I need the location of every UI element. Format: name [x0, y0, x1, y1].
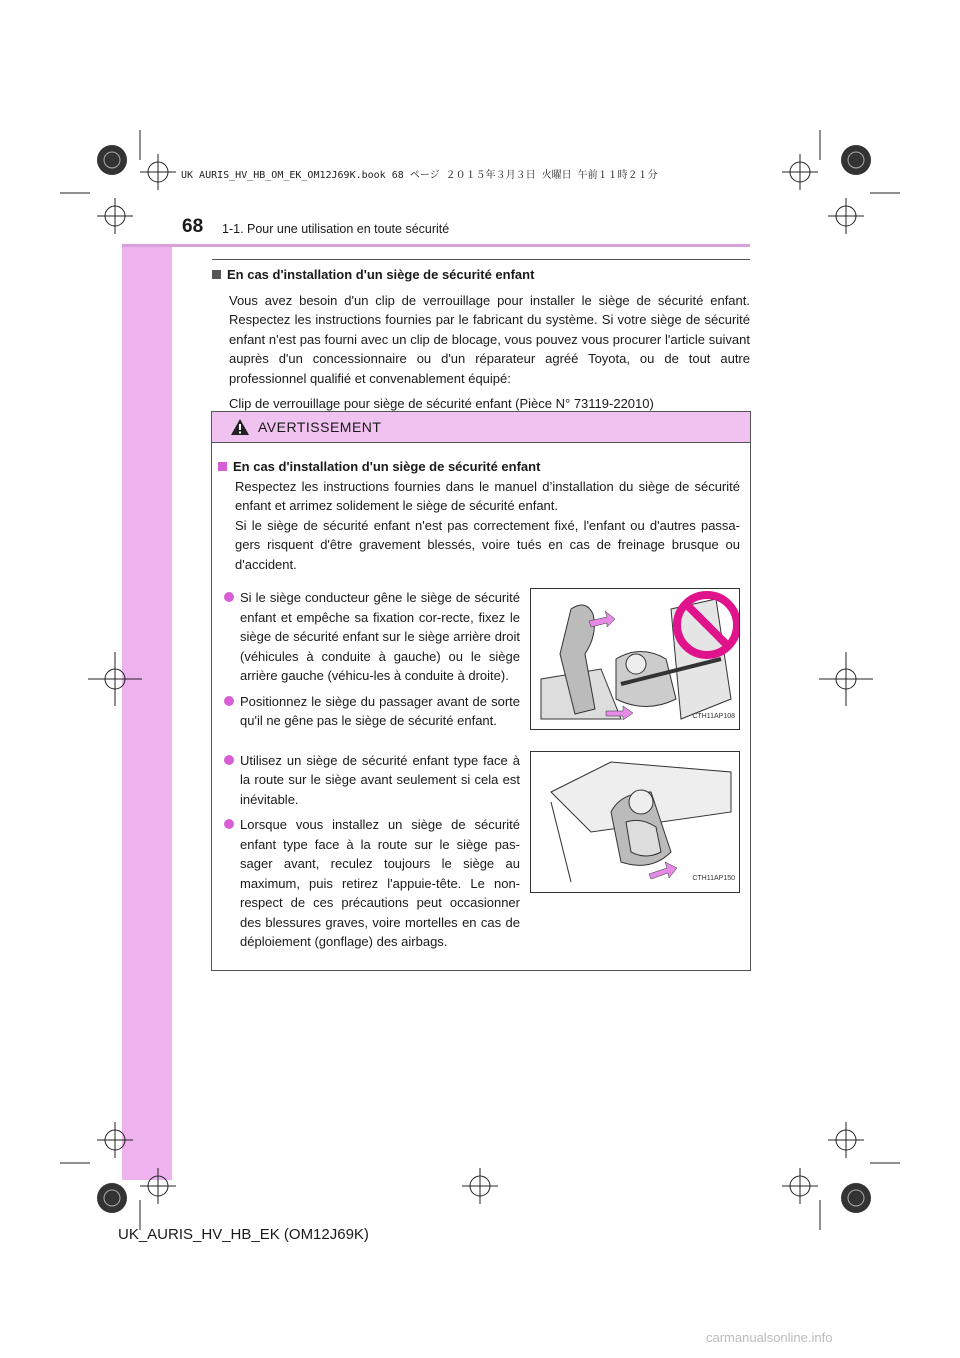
warning-row: [218, 751, 740, 958]
list-item: Si le siège conducteur gêne le siège de sécurité enfant et empêche sa fixation cor-recte, fixez le siège de sécurité enfant sur le siège arrière droit (véhicules à conduite à gauche) ou le siège arrière gauche (véhicu-les à conduite à droite).: [224, 588, 520, 686]
bullet-dot-icon: [224, 592, 234, 602]
section-heading: En cas d'installation d'un siège de sécurité enfant: [212, 265, 750, 285]
warning-paragraph: Respectez les instructions fournies dans le manuel d’installation du siège de sécurité enfant et arrimez solidement le siège de sécurité enfant.: [235, 478, 740, 513]
warning-box: [211, 411, 751, 971]
section-body: [212, 265, 750, 414]
figure-label: CTH11AP108: [692, 712, 735, 720]
warning-row: [218, 588, 740, 737]
header-rule: [212, 259, 750, 260]
list-item: Lorsque vous installez un siège de sécurité enfant type face à la route sur le siège pas-sager avant, reculez toujours le siège au maximum, puis retirez l'appuie-tête. Le non-respect de ces précautions peut occasionner des blessures graves, voire mortelles en cas de déploiement (gonflage) des airbags.: [224, 815, 520, 952]
illustration-front-seat-child: [530, 751, 740, 893]
square-bullet-icon: [218, 462, 227, 471]
page-number: 68: [182, 216, 204, 237]
bullet-dot-icon: [224, 755, 234, 765]
square-bullet-icon: [212, 270, 221, 279]
body-paragraph: Vous avez besoin d'un clip de verrouillage pour installer le siège de sécurité enfant. Respectez les instructions fournies par le fabricant du système. Si votre siège de sécurité enfant n'est pas fourni avec un clip de blocage, vous pouvez vous procurer l'article suivant auprès d'un concessionnaire ou d'un réparateur agréé Toyota, ou de tout autre professionnel qualifié et convenablement équipé:: [229, 292, 750, 386]
print-metadata: UK AURIS_HV_HB_OM_EK_OM12J69K.book 68 ページ ２０１５年３月３日 火曜日 午前１１時２１分: [181, 170, 658, 181]
illustration-driver-seat-conflict: [530, 588, 740, 730]
warning-title: AVERTISSEMENT: [258, 419, 382, 435]
section-header: 1-1. Pour une utilisation en toute sécurité: [222, 222, 450, 236]
list-item: Utilisez un siège de sécurité enfant type face à la route sur le siège avant seulement si cela est inévitable.: [224, 751, 520, 810]
part-number-paragraph: Clip de verrouillage pour siège de sécurité enfant (Pièce N° 73119-22010): [229, 396, 654, 411]
warning-paragraph: Si le siège de sécurité enfant n'est pas correctement fixé, l'enfant ou d'autres passa-gers risquent d'être gravement blessés, voire tués en cas de freinage brusque ou d'accident.: [235, 517, 740, 572]
bullet-dot-icon: [224, 819, 234, 829]
figure-label: CTH11AP150: [692, 875, 735, 882]
watermark: carmanualsonline.info: [706, 1330, 833, 1345]
warning-triangle-icon: [230, 418, 250, 436]
list-item: Positionnez le siège du passager avant de sorte qu'il ne gêne pas le siège de sécurité enfant.: [224, 692, 520, 731]
warning-heading: En cas d'installation d'un siège de sécurité enfant: [218, 457, 740, 477]
bullet-dot-icon: [224, 696, 234, 706]
footer-document-code: UK_AURIS_HV_HB_EK (OM12J69K): [118, 1226, 369, 1243]
warning-header: [212, 412, 750, 443]
